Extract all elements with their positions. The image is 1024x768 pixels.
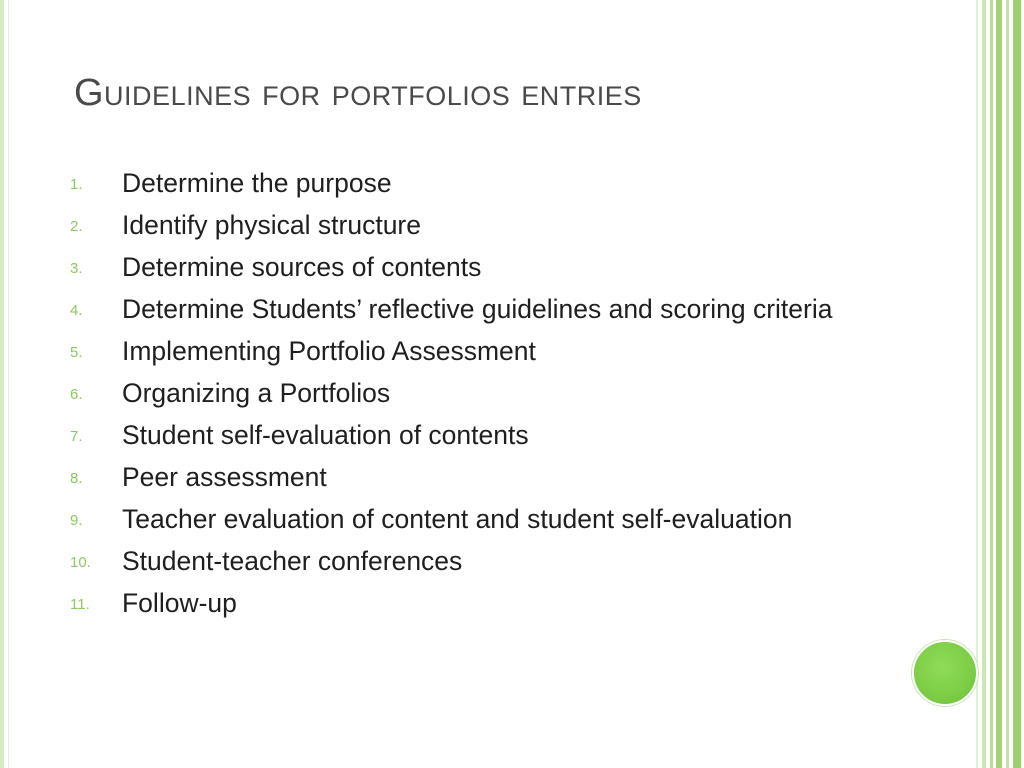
frame-line-right-5: [1006, 0, 1009, 768]
list-item: [70, 166, 870, 200]
list-number: 8.: [70, 470, 83, 487]
list-text: Student self-evaluation of contents: [122, 420, 529, 450]
list-number: 10.: [70, 554, 91, 571]
slide-title: Guidelines for portfolios entries: [74, 72, 642, 114]
list-item: [70, 418, 870, 452]
list-number: 3.: [70, 260, 83, 277]
list-item: [70, 208, 870, 242]
list-item: [70, 250, 870, 284]
list-text: Peer assessment: [122, 462, 327, 492]
frame-line-right-6: [1013, 0, 1021, 768]
list-number: 6.: [70, 386, 83, 403]
list-item: [70, 502, 870, 536]
list-number: 1.: [70, 176, 83, 193]
list-number: 5.: [70, 344, 83, 361]
list-item: [70, 292, 870, 326]
list-text: Determine sources of contents: [122, 252, 482, 282]
frame-line-left-inner: [8, 0, 9, 768]
frame-line-left: [0, 0, 4, 768]
list-number: 7.: [70, 428, 83, 445]
list-text: Organizing a Portfolios: [122, 378, 391, 408]
list-text: Follow-up: [122, 588, 237, 618]
list-text: Implementing Portfolio Assessment: [122, 336, 536, 366]
frame-line-right-1: [976, 0, 978, 768]
decorative-circle-icon: [912, 640, 978, 706]
guidelines-list: [70, 166, 870, 628]
frame-line-right-4: [996, 0, 1002, 768]
list-item: [70, 460, 870, 494]
list-number: 2.: [70, 218, 83, 235]
list-text: Teacher evaluation of content and student self-evaluation: [122, 504, 793, 534]
list-number: 4.: [70, 302, 83, 319]
list-item: [70, 376, 870, 410]
list-number: 9.: [70, 512, 83, 529]
list-item: [70, 544, 870, 578]
list-text: Student-teacher conferences: [122, 546, 463, 576]
frame-line-right-2: [982, 0, 986, 768]
frame-line-right-3: [990, 0, 993, 768]
list-item: [70, 586, 870, 620]
list-text: Identify physical structure: [122, 210, 421, 240]
list-number: 11.: [70, 596, 90, 613]
list-item: [70, 334, 870, 368]
list-text: Determine Students’ reflective guidelines and scoring criteria: [122, 294, 833, 324]
list-text: Determine the purpose: [122, 168, 392, 198]
